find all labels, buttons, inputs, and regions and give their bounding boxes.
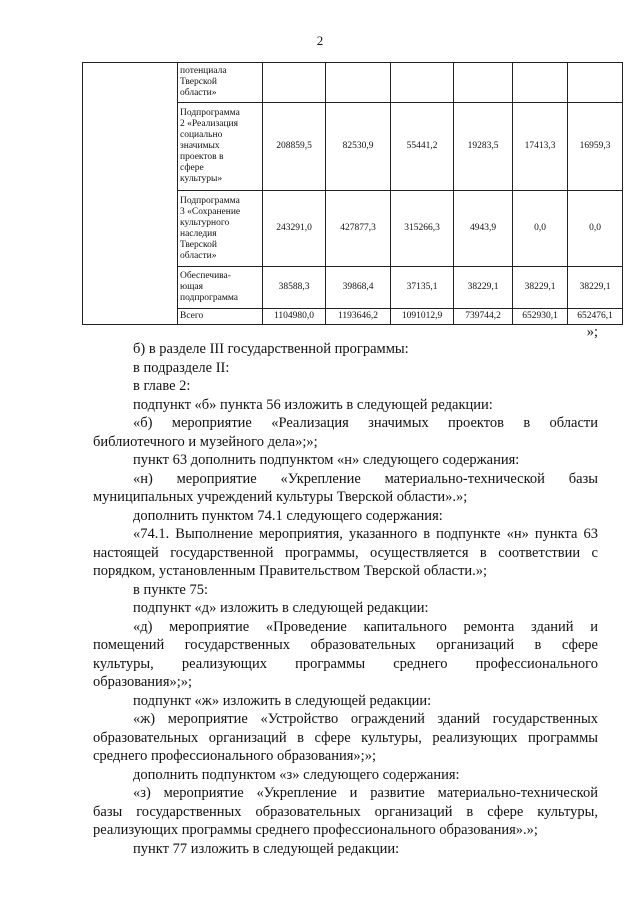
text-line: дополнить подпунктом «з» следующего содержания: (133, 766, 460, 783)
text-line: культуры, реализующих программы среднего профессионального (93, 655, 598, 672)
text-line: базы государственных образовательных организаций в сфере культуры, (93, 803, 598, 820)
text-line: дополнить пунктом 74.1 следующего содержания: (133, 507, 443, 524)
text-line: помещений государственных образовательных организаций в сфере (93, 637, 598, 653)
text-line: в главе 2: (133, 378, 191, 394)
row-label-line: области» (180, 250, 217, 261)
text-line: настоящей государственной программы, осуществляется в соответствии с (93, 544, 598, 561)
table-cell: 4943,9 (454, 191, 513, 267)
row-label-line: Обеспечива- (180, 271, 231, 281)
table-cell: 37135,1 (391, 267, 454, 309)
text-line: образовательных организаций в сфере культуры, реализующих программы (93, 729, 598, 746)
table-row-label (178, 103, 263, 191)
table-cell: 652476,1 (568, 309, 623, 325)
row-label-line: Подпрограмма (180, 195, 240, 206)
table-cell: 39868,4 (326, 267, 391, 309)
text-line: «ж) мероприятие «Устройство ограждений зданий государственных (133, 711, 598, 727)
table-row-label (178, 191, 263, 267)
row-label-line: Тверской (180, 77, 217, 87)
row-label-line: Подпрограмма (180, 108, 240, 118)
table-row (83, 63, 623, 103)
table-cell: 38229,1 (568, 267, 623, 309)
table-cell: 82530,9 (326, 103, 391, 191)
text-line: библиотечного и музейного дела»;»; (93, 433, 318, 450)
table-cell: 243291,0 (263, 191, 326, 267)
text-line: муниципальных учреждений культуры Тверской области».»; (93, 489, 468, 505)
table-cell (568, 63, 623, 103)
text-line: пункт 77 изложить в следующей редакции: (133, 840, 400, 857)
table-cell: 1193646,2 (326, 309, 391, 325)
row-label-line: области» (180, 88, 217, 98)
table-cell: 38229,1 (513, 267, 568, 309)
table-row-label (178, 267, 263, 309)
row-label-line: Всего (180, 311, 204, 321)
table-blank-column (83, 63, 178, 325)
row-label-line: потенциала (180, 66, 227, 76)
table-cell (326, 63, 391, 103)
text-line: «н) мероприятие «Укрепление материально-технической базы (133, 470, 598, 487)
row-label-line: культурного (180, 217, 230, 228)
row-label-line: Тверской (180, 239, 217, 250)
document-body (93, 340, 598, 858)
text-line: среднего профессионального образования»;»; (93, 748, 376, 764)
text-line: «д) мероприятие «Проведение капитального ремонта зданий и (133, 618, 598, 635)
table-cell: 0,0 (513, 191, 568, 267)
text-line: «б) мероприятие «Реализация значимых проектов в области (133, 415, 598, 431)
row-label-line: проектов в (180, 152, 224, 162)
budget-table (82, 62, 623, 325)
table-cell (454, 63, 513, 103)
table-cell: 652930,1 (513, 309, 568, 325)
row-label-line: культуры» (180, 174, 223, 184)
table-cell: 315266,3 (391, 191, 454, 267)
text-line: реализующих программы среднего профессионального образования».»; (93, 822, 538, 838)
table-cell: 38229,1 (454, 267, 513, 309)
text-line: подпункт «б» пункта 56 изложить в следующей редакции: (133, 396, 493, 413)
row-label-line: подпрограмма (180, 293, 239, 303)
table-cell: 16959,3 (568, 103, 623, 191)
row-label-line: 2 «Реализация (180, 119, 238, 129)
row-label-line: 3 «Сохранение (180, 206, 241, 217)
table-cell (391, 63, 454, 103)
row-label-line: сфере (180, 163, 204, 173)
text-line: в пункте 75: (133, 581, 209, 598)
closing-quote: »; (586, 324, 598, 340)
table-cell: 19283,5 (454, 103, 513, 191)
row-label-line: наследия (180, 228, 217, 239)
text-line: порядком, установленным Правительством Тверской области.»; (93, 563, 488, 579)
table-cell (263, 63, 326, 103)
table-cell: 55441,2 (391, 103, 454, 191)
table-cell: 427877,3 (326, 191, 391, 267)
table-cell: 1104980,0 (263, 309, 326, 325)
text-line: в подразделе II: (133, 359, 230, 376)
table-cell: 1091012,9 (391, 309, 454, 325)
table-cell (513, 63, 568, 103)
row-label-line: ющая (180, 282, 203, 292)
table-cell: 17413,3 (513, 103, 568, 191)
table-closing (93, 323, 598, 342)
table-cell: 208859,5 (263, 103, 326, 191)
table-cell: 38588,3 (263, 267, 326, 309)
text-line: пункт 63 дополнить подпунктом «н» следующего содержания: (133, 452, 520, 468)
table-row-label (178, 63, 263, 103)
text-line: б) в разделе III государственной программы: (133, 341, 409, 357)
text-line: «74.1. Выполнение мероприятия, указанного в подпункте «н» пункта 63 (133, 526, 598, 542)
page-number: 2 (316, 33, 324, 48)
table-cell: 0,0 (568, 191, 623, 267)
row-label-line: значимых (180, 141, 220, 151)
text-line: образования»;»; (93, 674, 193, 690)
text-line: подпункт «д» изложить в следующей редакции: (133, 600, 429, 616)
row-label-line: социально (180, 130, 223, 140)
text-line: подпункт «ж» изложить в следующей редакции: (133, 692, 432, 709)
table-cell: 739744,2 (454, 309, 513, 325)
text-line: «з) мероприятие «Укрепление и развитие материально-технической (133, 785, 598, 801)
